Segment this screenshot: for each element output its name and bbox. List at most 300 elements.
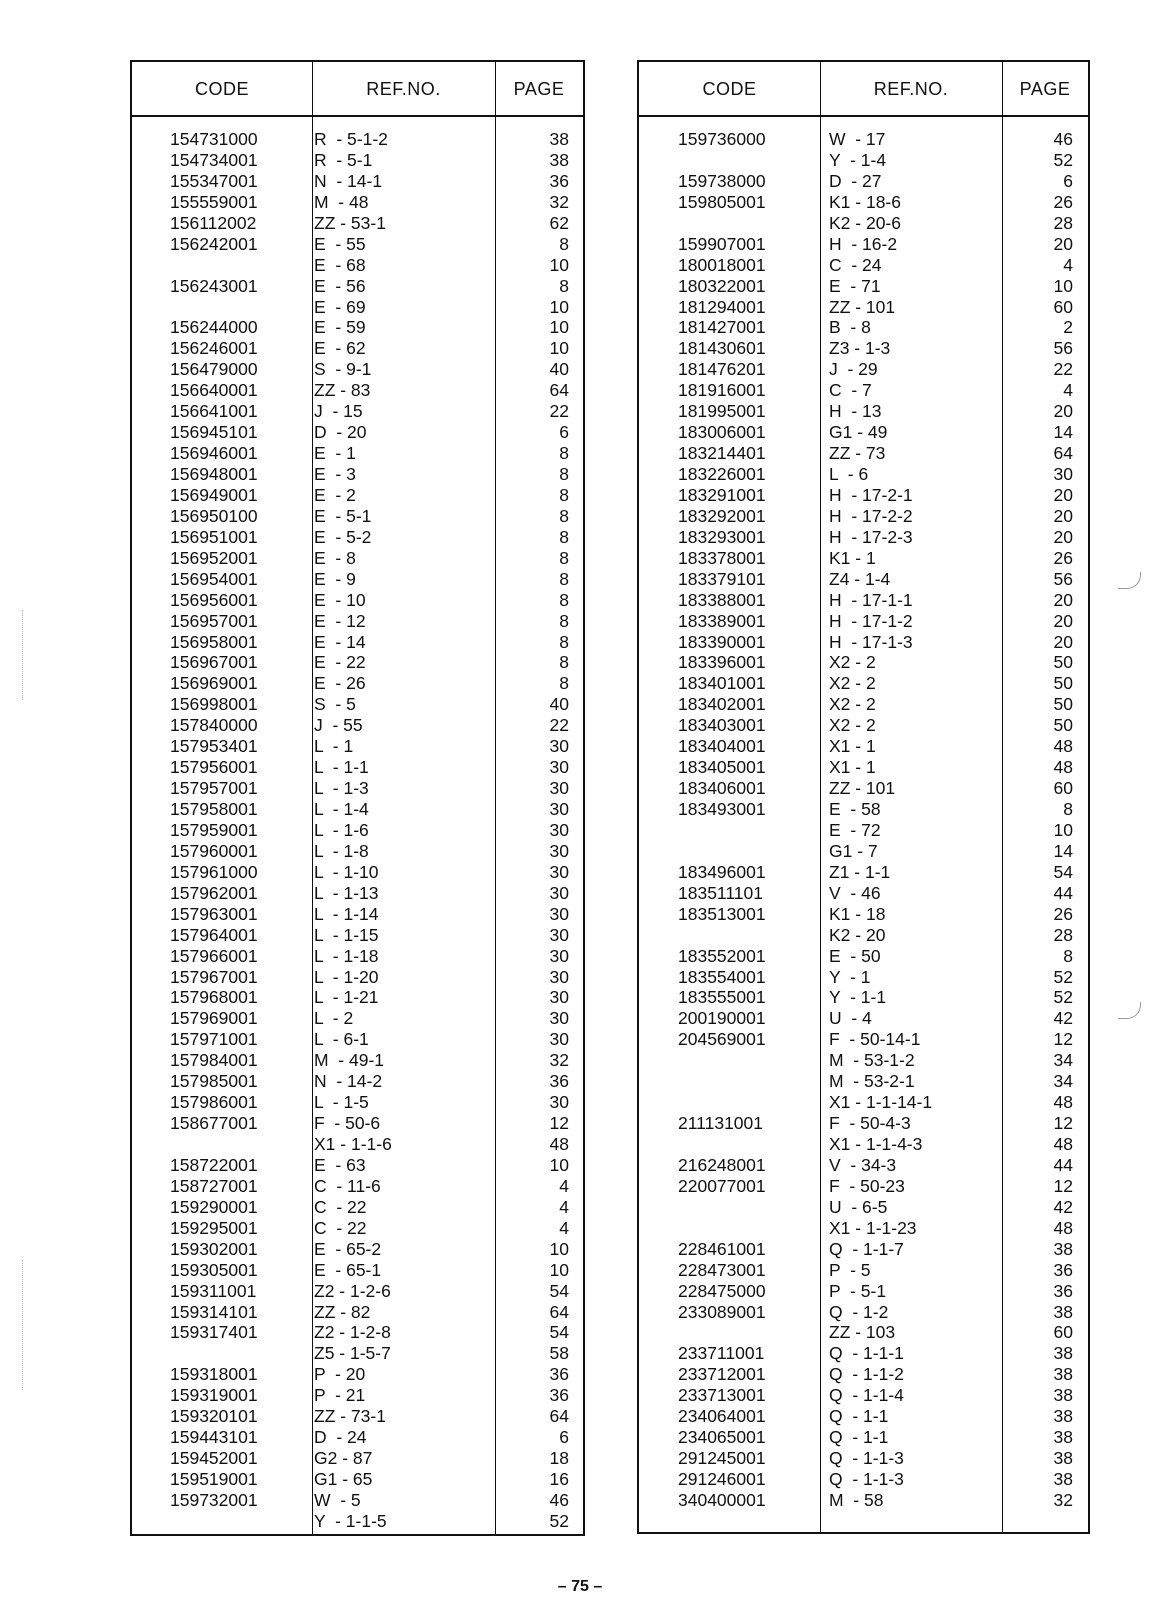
code-cell: 155347001	[170, 170, 258, 191]
code-cell: 159320101	[170, 1406, 258, 1427]
table-row	[639, 590, 1088, 611]
ref-cell: E - 62	[314, 338, 366, 359]
page-cell: 44	[1053, 882, 1073, 903]
ref-cell: E - 71	[829, 275, 881, 296]
ref-cell: S - 9-1	[314, 359, 372, 380]
code-cell: 291245001	[678, 1448, 766, 1469]
page-cell: 58	[549, 1343, 569, 1364]
code-cell: 216248001	[678, 1154, 766, 1175]
ref-cell: W - 5	[314, 1489, 361, 1510]
page-cell: 36	[549, 170, 569, 191]
ref-cell: U - 6-5	[829, 1196, 888, 1217]
code-cell: 183401001	[678, 673, 766, 694]
ref-cell: G1 - 7	[829, 840, 878, 861]
right-table-header	[639, 62, 1088, 117]
code-cell: 181294001	[678, 296, 766, 317]
code-cell: 183402001	[678, 694, 766, 715]
table-row	[132, 967, 583, 988]
table-row	[639, 422, 1088, 443]
table-row	[132, 652, 583, 673]
page-cell: 50	[1053, 715, 1073, 736]
code-cell: 156952001	[170, 547, 258, 568]
code-cell: 181916001	[678, 380, 766, 401]
code-cell: 183405001	[678, 757, 766, 778]
table-row	[132, 1050, 583, 1071]
table-row	[132, 1469, 583, 1490]
page-cell: 30	[549, 819, 569, 840]
table-row	[639, 129, 1088, 150]
code-cell: 157958001	[170, 799, 258, 819]
page-cell: 8	[559, 673, 569, 694]
ref-cell: X1 - 1-1-23	[829, 1217, 917, 1238]
ref-cell: E - 14	[314, 631, 366, 652]
code-cell: 157984001	[170, 1050, 258, 1071]
page-cell: 8	[559, 547, 569, 568]
table-row	[132, 590, 583, 611]
page-cell: 8	[559, 610, 569, 631]
ref-cell: L - 1-5	[314, 1092, 369, 1113]
page-cell: 48	[1053, 1134, 1073, 1154]
code-cell: 183226001	[678, 464, 766, 484]
code-cell: 234065001	[678, 1427, 766, 1448]
table-row	[639, 255, 1088, 276]
ref-cell: Z4 - 1-4	[829, 568, 891, 589]
table-row	[132, 1218, 583, 1239]
page-cell: 4	[559, 1175, 569, 1196]
ref-cell: E - 1	[314, 443, 356, 464]
page-cell: 6	[1063, 170, 1073, 191]
page-cell: 38	[1053, 1448, 1073, 1469]
code-cell: 156243001	[170, 275, 258, 296]
page-cell: 36	[549, 1364, 569, 1385]
ref-cell: C - 22	[314, 1217, 367, 1238]
code-cell: 234064001	[678, 1406, 766, 1427]
ref-cell: H - 17-1-1	[829, 589, 913, 610]
page-cell: 30	[549, 903, 569, 924]
ref-cell: X1 - 1	[829, 757, 876, 778]
page-cell: 20	[1053, 233, 1073, 254]
table-row	[132, 1260, 583, 1281]
table-row	[639, 1448, 1088, 1469]
page-cell: 42	[1053, 1196, 1073, 1217]
page-cell: 30	[549, 1029, 569, 1050]
table-row	[132, 987, 583, 1008]
ref-cell: E - 8	[314, 547, 356, 568]
ref-cell: D - 27	[829, 170, 882, 191]
ref-cell: X2 - 2	[829, 652, 876, 673]
table-row	[132, 1385, 583, 1406]
code-cell: 181476201	[678, 359, 766, 380]
ref-cell: D - 24	[314, 1427, 367, 1448]
page-cell: 56	[1053, 338, 1073, 359]
table-row	[132, 192, 583, 213]
page-cell: 30	[549, 840, 569, 861]
code-cell: 159519001	[170, 1469, 258, 1489]
ref-cell: E - 68	[314, 254, 366, 275]
table-row	[639, 527, 1088, 548]
page-cell: 46	[549, 1489, 569, 1510]
code-cell: 157960001	[170, 840, 258, 861]
scan-artifact	[22, 610, 23, 700]
table-row	[639, 883, 1088, 904]
ref-cell: F - 50-14-1	[829, 1029, 921, 1050]
code-cell: 183214401	[678, 443, 766, 464]
code-cell: 233713001	[678, 1385, 766, 1406]
table-row	[639, 1176, 1088, 1197]
page-cell: 36	[1053, 1280, 1073, 1301]
table-row	[132, 1134, 583, 1155]
table-row	[639, 1029, 1088, 1050]
table-row	[639, 967, 1088, 988]
ref-cell: U - 4	[829, 1008, 872, 1029]
code-cell: 159319001	[170, 1385, 258, 1406]
table-row	[132, 317, 583, 338]
page-cell: 28	[1053, 924, 1073, 945]
page-cell: 20	[1053, 526, 1073, 547]
code-cell: 156948001	[170, 464, 258, 484]
ref-cell: Z2 - 1-2-8	[314, 1322, 391, 1343]
table-row	[639, 1385, 1088, 1406]
ref-cell: V - 46	[829, 882, 881, 903]
ref-cell: Y - 1-4	[829, 149, 887, 170]
table-row	[639, 1218, 1088, 1239]
table-row	[639, 1427, 1088, 1448]
page-cell: 12	[1053, 1113, 1073, 1134]
table-row	[132, 1406, 583, 1427]
code-cell: 157986001	[170, 1092, 258, 1113]
table-row	[639, 443, 1088, 464]
page-cell: 12	[549, 1113, 569, 1134]
ref-cell: ZZ - 101	[829, 778, 896, 799]
page-cell: 52	[549, 1510, 569, 1531]
ref-cell: H - 17-2-1	[829, 484, 913, 505]
table-row	[132, 255, 583, 276]
page-cell: 52	[1053, 987, 1073, 1008]
ref-cell: N - 14-2	[314, 1071, 383, 1092]
ref-cell: K2 - 20	[829, 924, 886, 945]
page-cell: 52	[1053, 149, 1073, 170]
ref-cell: D - 20	[314, 422, 367, 443]
table-row	[639, 464, 1088, 485]
table-row	[639, 987, 1088, 1008]
code-cell: 159302001	[170, 1238, 258, 1259]
table-row	[132, 1427, 583, 1448]
table-row	[132, 715, 583, 736]
ref-cell: H - 17-2-3	[829, 526, 913, 547]
ref-cell: F - 50-23	[829, 1175, 905, 1196]
page-cell: 48	[1053, 757, 1073, 778]
ref-cell: K1 - 18	[829, 903, 886, 924]
table-row	[132, 841, 583, 862]
ref-cell: Z3 - 1-3	[829, 338, 891, 359]
page-cell: 38	[1053, 1238, 1073, 1259]
table-row	[132, 1176, 583, 1197]
ref-cell: L - 1-18	[314, 945, 379, 966]
code-cell: 158722001	[170, 1154, 258, 1175]
page-cell: 2	[1063, 317, 1073, 338]
table-row	[639, 506, 1088, 527]
code-cell: 159443101	[170, 1427, 258, 1448]
ref-cell: E - 3	[314, 464, 356, 484]
page-cell: 10	[549, 317, 569, 338]
code-cell: 159907001	[678, 233, 766, 254]
ref-cell: Y - 1	[829, 966, 871, 987]
table-row	[132, 611, 583, 632]
page-cell: 12	[1053, 1029, 1073, 1050]
page-cell: 10	[1053, 275, 1073, 296]
code-cell: 156945101	[170, 422, 258, 443]
page-cell: 40	[549, 694, 569, 715]
ref-cell: X2 - 2	[829, 673, 876, 694]
ref-cell: P - 5	[829, 1259, 871, 1280]
table-row	[132, 1008, 583, 1029]
code-cell: 159290001	[170, 1196, 258, 1217]
page-cell: 38	[1053, 1406, 1073, 1427]
ref-cell: Q - 1-1	[829, 1427, 889, 1448]
ref-cell: G2 - 87	[314, 1448, 373, 1469]
page-cell: 50	[1053, 673, 1073, 694]
ref-cell: E - 65-1	[314, 1259, 382, 1280]
code-cell: 220077001	[678, 1175, 766, 1196]
ref-cell: Q - 1-1-4	[829, 1385, 904, 1406]
code-cell: 233712001	[678, 1364, 766, 1385]
table-row	[639, 1260, 1088, 1281]
table-row	[639, 799, 1088, 820]
page-cell: 54	[549, 1322, 569, 1343]
table-row	[132, 443, 583, 464]
table-row	[132, 1071, 583, 1092]
ref-cell: L - 1-4	[314, 799, 369, 819]
code-cell: 156956001	[170, 589, 258, 610]
code-cell: 157971001	[170, 1029, 258, 1050]
page-cell: 10	[1053, 819, 1073, 840]
table-row	[639, 213, 1088, 234]
table-row	[639, 150, 1088, 171]
ref-cell: Q - 1-1-3	[829, 1448, 904, 1469]
table-row	[639, 569, 1088, 590]
page-cell: 50	[1053, 694, 1073, 715]
page-cell: 62	[549, 212, 569, 233]
ref-cell: X1 - 1-1-6	[314, 1134, 392, 1154]
page-cell: 40	[549, 359, 569, 380]
page-cell: 18	[549, 1448, 569, 1469]
page-cell: 4	[1063, 380, 1073, 401]
code-cell: 183496001	[678, 861, 766, 882]
page-cell: 42	[1053, 1008, 1073, 1029]
code-cell: 183292001	[678, 505, 766, 526]
table-row	[639, 401, 1088, 422]
code-cell: 183555001	[678, 987, 766, 1008]
ref-cell: E - 58	[829, 799, 881, 819]
table-row	[639, 925, 1088, 946]
page-cell: 38	[1053, 1364, 1073, 1385]
table-row	[639, 192, 1088, 213]
code-cell: 157840000	[170, 715, 258, 736]
code-cell: 159452001	[170, 1448, 258, 1469]
code-cell: 156640001	[170, 380, 258, 401]
ref-cell: M - 58	[829, 1489, 884, 1510]
table-row	[132, 1155, 583, 1176]
table-row	[639, 757, 1088, 778]
ref-cell: E - 50	[829, 945, 881, 966]
page-cell: 64	[549, 1301, 569, 1322]
page-cell: 26	[1053, 191, 1073, 212]
table-row	[132, 1511, 583, 1532]
ref-cell: ZZ - 73-1	[314, 1406, 386, 1427]
ref-cell: V - 34-3	[829, 1154, 897, 1175]
page-cell: 48	[1053, 1092, 1073, 1113]
ref-cell: E - 59	[314, 317, 366, 338]
code-cell: 156950100	[170, 505, 258, 526]
ref-cell: M - 48	[314, 191, 369, 212]
page-cell: 64	[1053, 443, 1073, 464]
table-row	[132, 820, 583, 841]
code-cell: 159732001	[170, 1489, 258, 1510]
table-row	[132, 1448, 583, 1469]
code-cell: 159314101	[170, 1301, 258, 1322]
table-row	[639, 485, 1088, 506]
table-row	[639, 1364, 1088, 1385]
ref-cell: E - 55	[314, 233, 366, 254]
ref-cell: L - 1-1	[314, 757, 369, 778]
table-row	[639, 715, 1088, 736]
code-cell: 183554001	[678, 966, 766, 987]
ref-cell: H - 17-1-3	[829, 631, 913, 652]
page-cell: 30	[549, 778, 569, 799]
ref-cell: E - 2	[314, 484, 356, 505]
ref-cell: L - 1	[314, 736, 354, 757]
ref-cell: E - 69	[314, 296, 366, 317]
table-row	[639, 1197, 1088, 1218]
page-cell: 20	[1053, 610, 1073, 631]
code-cell: 156969001	[170, 673, 258, 694]
ref-cell: C - 22	[314, 1196, 367, 1217]
code-cell: 233711001	[678, 1343, 765, 1364]
table-row	[132, 632, 583, 653]
table-row	[132, 1364, 583, 1385]
ref-cell: J - 15	[314, 401, 363, 422]
code-cell: 183406001	[678, 778, 766, 799]
page-cell: 34	[1053, 1050, 1073, 1071]
ref-cell: M - 53-1-2	[829, 1050, 915, 1071]
page-cell: 30	[549, 736, 569, 757]
table-row	[639, 1008, 1088, 1029]
table-row	[639, 1239, 1088, 1260]
page-cell: 8	[559, 464, 569, 484]
page-cell: 38	[1053, 1343, 1073, 1364]
code-cell: 211131001	[678, 1113, 763, 1134]
ref-cell: L - 1-14	[314, 903, 379, 924]
table-row	[639, 1113, 1088, 1134]
page-cell: 28	[1053, 212, 1073, 233]
table-row	[639, 673, 1088, 694]
page-cell: 8	[559, 589, 569, 610]
page-cell: 10	[549, 296, 569, 317]
page-cell: 10	[549, 1154, 569, 1175]
binding-mark	[1118, 572, 1141, 589]
page-column-header: PAGE	[1019, 79, 1071, 99]
table-row	[132, 380, 583, 401]
page-cell: 30	[549, 799, 569, 819]
ref-cell: P - 21	[314, 1385, 366, 1406]
ref-cell: ZZ - 101	[829, 296, 896, 317]
ref-cell: M - 49-1	[314, 1050, 385, 1071]
ref-cell: E - 26	[314, 673, 366, 694]
table-row	[132, 862, 583, 883]
page-cell: 32	[549, 191, 569, 212]
page-cell: 54	[549, 1280, 569, 1301]
ref-cell: X1 - 1-1-4-3	[829, 1134, 923, 1154]
code-cell: 157961000	[170, 861, 258, 882]
table-row	[639, 359, 1088, 380]
table-row	[132, 150, 583, 171]
code-cell: 157959001	[170, 819, 258, 840]
ref-cell: ZZ - 82	[314, 1301, 371, 1322]
code-cell: 183379101	[678, 568, 766, 589]
code-cell: 157964001	[170, 924, 258, 945]
code-cell: 157957001	[170, 778, 258, 799]
page-cell: 8	[1063, 799, 1073, 819]
code-cell: 156479000	[170, 359, 258, 380]
code-cell: 204569001	[678, 1029, 766, 1050]
code-cell: 156246001	[170, 338, 258, 359]
ref-cell: Q - 1-1-1	[829, 1343, 904, 1364]
code-cell: 159305001	[170, 1259, 258, 1280]
table-row	[639, 841, 1088, 862]
ref-cell: B - 8	[829, 317, 871, 338]
ref-cell: H - 16-2	[829, 233, 898, 254]
page-cell: 50	[1053, 652, 1073, 673]
left-table-header	[132, 62, 583, 117]
page-cell: 30	[549, 757, 569, 778]
page-cell: 38	[1053, 1301, 1073, 1322]
ref-cell: C - 7	[829, 380, 872, 401]
ref-cell: Y - 1-1-5	[314, 1510, 387, 1531]
table-row	[132, 1281, 583, 1302]
code-cell: 155559001	[170, 191, 258, 212]
table-row	[132, 338, 583, 359]
table-row	[639, 1134, 1088, 1155]
page-cell: 6	[559, 1427, 569, 1448]
page-cell: 10	[549, 1259, 569, 1280]
right-table-body	[639, 129, 1088, 1511]
left-parts-table	[130, 60, 585, 1536]
table-row	[132, 569, 583, 590]
page-cell: 30	[549, 966, 569, 987]
page-cell: 26	[1053, 547, 1073, 568]
ref-cell: E - 56	[314, 275, 366, 296]
code-cell: 156244000	[170, 317, 258, 338]
page-cell: 8	[559, 652, 569, 673]
ref-cell: P - 5-1	[829, 1280, 887, 1301]
table-row	[639, 548, 1088, 569]
table-row	[639, 1322, 1088, 1343]
code-cell: 183390001	[678, 631, 766, 652]
page-cell: 10	[549, 254, 569, 275]
ref-cell: X2 - 2	[829, 715, 876, 736]
table-row	[132, 1113, 583, 1134]
ref-cell: E - 65-2	[314, 1238, 382, 1259]
code-cell: 157967001	[170, 966, 258, 987]
code-cell: 180018001	[678, 254, 766, 275]
ref-cell: L - 1-8	[314, 840, 369, 861]
page-cell: 14	[1053, 840, 1073, 861]
ref-cell: G1 - 49	[829, 422, 888, 443]
code-cell: 228461001	[678, 1238, 766, 1259]
page-cell: 22	[1053, 359, 1073, 380]
ref-cell: F - 50-4-3	[829, 1113, 911, 1134]
ref-cell: G1 - 65	[314, 1469, 373, 1489]
